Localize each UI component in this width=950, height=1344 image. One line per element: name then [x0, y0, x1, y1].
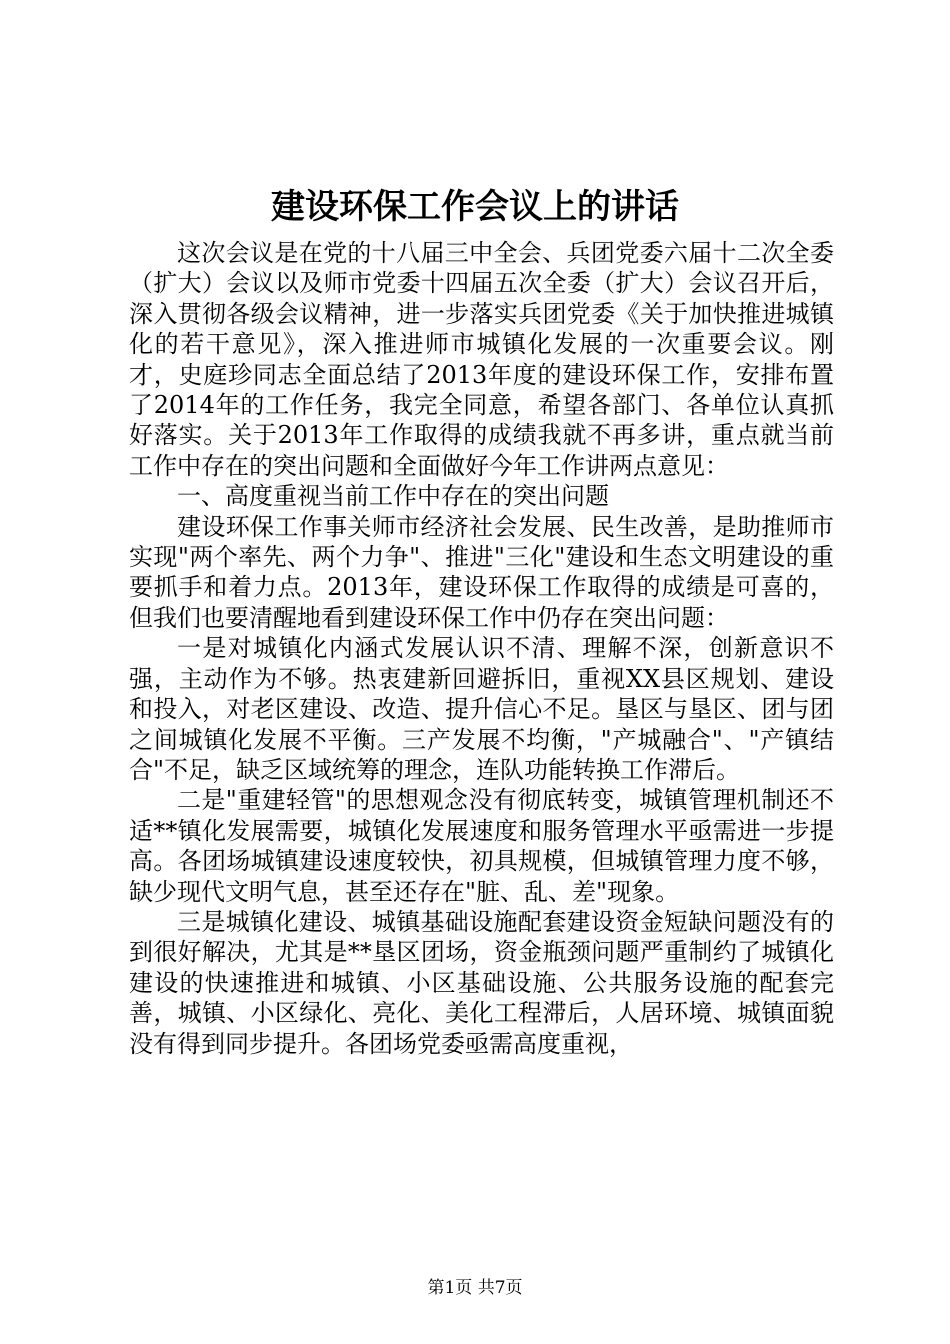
page-number-footer: 第1页 共7页 — [427, 1278, 523, 1298]
paragraph-intro: 这次会议是在党的十八届三中全会、兵团党委六届十二次全委（扩大）会议以及师市党委十四届五次全委（扩大）会议召开后，深入贯彻各级会议精神，进一步落实兵团党委《关于加快推进城镇化的若干意见》，深入推进师市城镇化发展的一次重要会议。刚才，史庭珍同志全面总结了2013年度的建设环保工作，安排布置了2014年的工作任务，我完全同意，希望各部门、各单位认真抓好落实。关于2013年工作取得的成绩我就不再多讲，重点就当前工作中存在的突出问题和全面做好今年工作讲两点意见： — [129, 239, 834, 480]
document-title: 建设环保工作会议上的讲话 — [271, 187, 679, 227]
document-body — [129, 238, 834, 1059]
section-heading: 一、高度重视当前工作中存在的突出问题 — [177, 482, 609, 511]
paragraph-issue-three: 三是城镇化建设、城镇基础设施配套建设资金短缺问题没有的到很好解决，尤其是**垦区团场，资金瓶颈问题严重制约了城镇化建设的快速推进和城镇、小区基础设施、公共服务设施的配套完善，城镇、小区绿化、亮化、美化工程滞后，人居环境、城镇面貌没有得到同步提升。各团场党委亟需高度重视， — [129, 907, 834, 1058]
paragraph-overview: 建设环保工作事关师市经济社会发展、民生改善，是助推师市实现"两个率先、两个力争"、推进"三化"建设和生态文明建设的重要抓手和着力点。2013年，建设环保工作取得的成绩是可喜的，但我们也要清醒地看到建设环保工作中仍存在突出问题： — [129, 512, 834, 632]
paragraph-issue-one: 一是对城镇化内涵式发展认识不清、理解不深，创新意识不强，主动作为不够。热衷建新回避拆旧，重视XX县区规划、建设和投入，对老区建设、改造、提升信心不足。垦区与垦区、团与团之间城镇化发展不平衡。三产发展不均衡，"产城融合"、"产镇结合"不足，缺乏区域统筹的理念，连队功能转换工作滞后。 — [129, 634, 834, 784]
paragraph-issue-two: 二是"重建轻管"的思想观念没有彻底转变，城镇管理机制还不适**镇化发展需要，城镇化发展速度和服务管理水平亟需进一步提高。各团场城镇建设速度较快，初具规模，但城镇管理力度不够，缺少现代文明气息，甚至还存在"脏、乱、差"现象。 — [129, 786, 834, 906]
